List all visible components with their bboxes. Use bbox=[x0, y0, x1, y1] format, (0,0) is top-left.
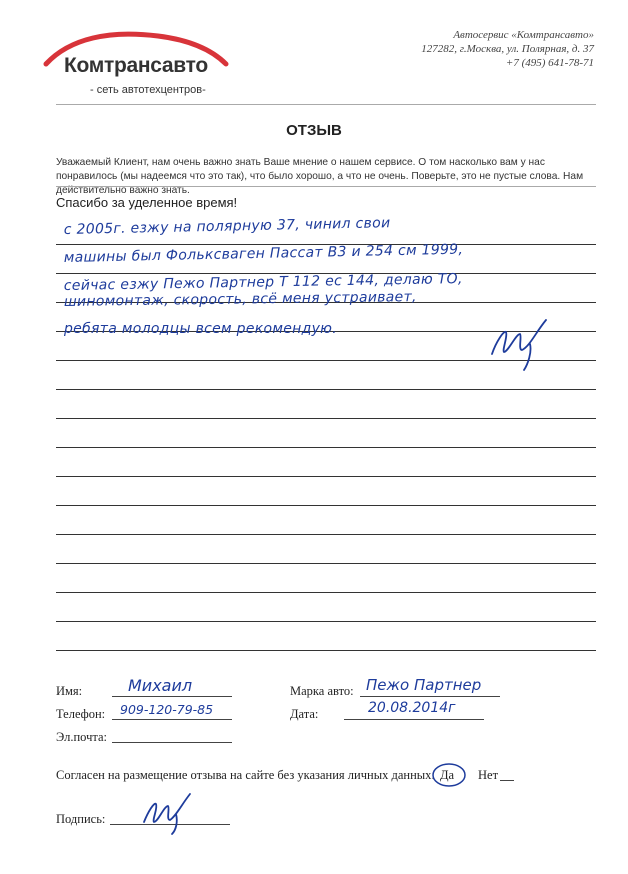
email-label: Эл.почта: bbox=[56, 730, 107, 744]
name-value[interactable]: Михаил bbox=[128, 676, 193, 695]
ruled-line bbox=[56, 621, 596, 622]
consent-yes[interactable]: Да bbox=[440, 768, 455, 782]
ruled-line bbox=[56, 650, 596, 651]
ruled-line bbox=[56, 476, 596, 477]
thanks-text: Спасибо за уделенное время! bbox=[56, 195, 238, 210]
ruled-line bbox=[56, 389, 596, 390]
intro-text: Уважаемый Клиент, нам очень важно знать Ваше мнение о нашем сервисе. О том насколько вам у нас понравилось (мы надеемся что это так), что было хорошо, а что не очень. Поверьте, это не пустые слова. Нам действительно важно знать. bbox=[56, 157, 584, 196]
review-line-3: сейчас езжу Пежо Партнер Т 112 ес 144, делаю ТО, bbox=[63, 271, 463, 294]
car-label: Марка авто: bbox=[290, 684, 354, 698]
car-value[interactable]: Пежо Партнер bbox=[366, 676, 482, 694]
review-line-1: с 2005г. езжу на полярную 37, чинил свои bbox=[63, 215, 391, 238]
brand-name: Комтрансавто bbox=[64, 54, 208, 77]
name-label: Имя: bbox=[56, 684, 83, 698]
page-title: ОТЗЫВ bbox=[286, 122, 342, 139]
email-line bbox=[112, 742, 232, 743]
ruled-line bbox=[56, 418, 596, 419]
ruled-line bbox=[56, 447, 596, 448]
date-line bbox=[344, 719, 484, 720]
ruled-line bbox=[56, 563, 596, 564]
ruled-line bbox=[56, 505, 596, 506]
no-line bbox=[500, 780, 514, 781]
date-label: Дата: bbox=[290, 707, 319, 721]
review-signature bbox=[486, 312, 558, 374]
signature-label: Подпись: bbox=[56, 812, 106, 826]
company-address: 127282, г.Москва, ул. Полярная, д. 37 bbox=[421, 43, 594, 55]
consent-no[interactable]: Нет bbox=[478, 768, 499, 782]
phone-label: Телефон: bbox=[56, 707, 106, 721]
header-divider bbox=[56, 104, 596, 105]
company-phone: +7 (495) 641-78-71 bbox=[505, 57, 594, 69]
ruled-line bbox=[56, 592, 596, 593]
review-line-5: ребята молодцы всем рекомендую. bbox=[64, 321, 338, 337]
signature-mark bbox=[140, 788, 196, 838]
phone-line bbox=[112, 719, 232, 720]
review-line-4: шиномонтаж, скорость, всё меня устраивает, bbox=[63, 289, 417, 310]
review-line-2: машины был Фольксваген Пассат В3 и 254 см 1999, bbox=[63, 241, 464, 266]
car-line bbox=[360, 696, 500, 697]
yes-circle-mark bbox=[430, 760, 468, 790]
ruled-line bbox=[56, 534, 596, 535]
brand-subtitle: - сеть автотехцентров- bbox=[90, 84, 206, 96]
consent-text: Согласен на размещение отзыва на сайте без указания личных данных: bbox=[56, 768, 435, 782]
phone-value[interactable]: 909-120-79-85 bbox=[120, 702, 214, 717]
company-info bbox=[421, 28, 594, 70]
name-line bbox=[112, 696, 232, 697]
company-logo bbox=[40, 28, 240, 108]
date-value[interactable]: 20.08.2014г bbox=[368, 700, 456, 716]
company-name: Автосервис «Комтрансавто» bbox=[453, 29, 594, 41]
intro-divider bbox=[56, 186, 596, 187]
